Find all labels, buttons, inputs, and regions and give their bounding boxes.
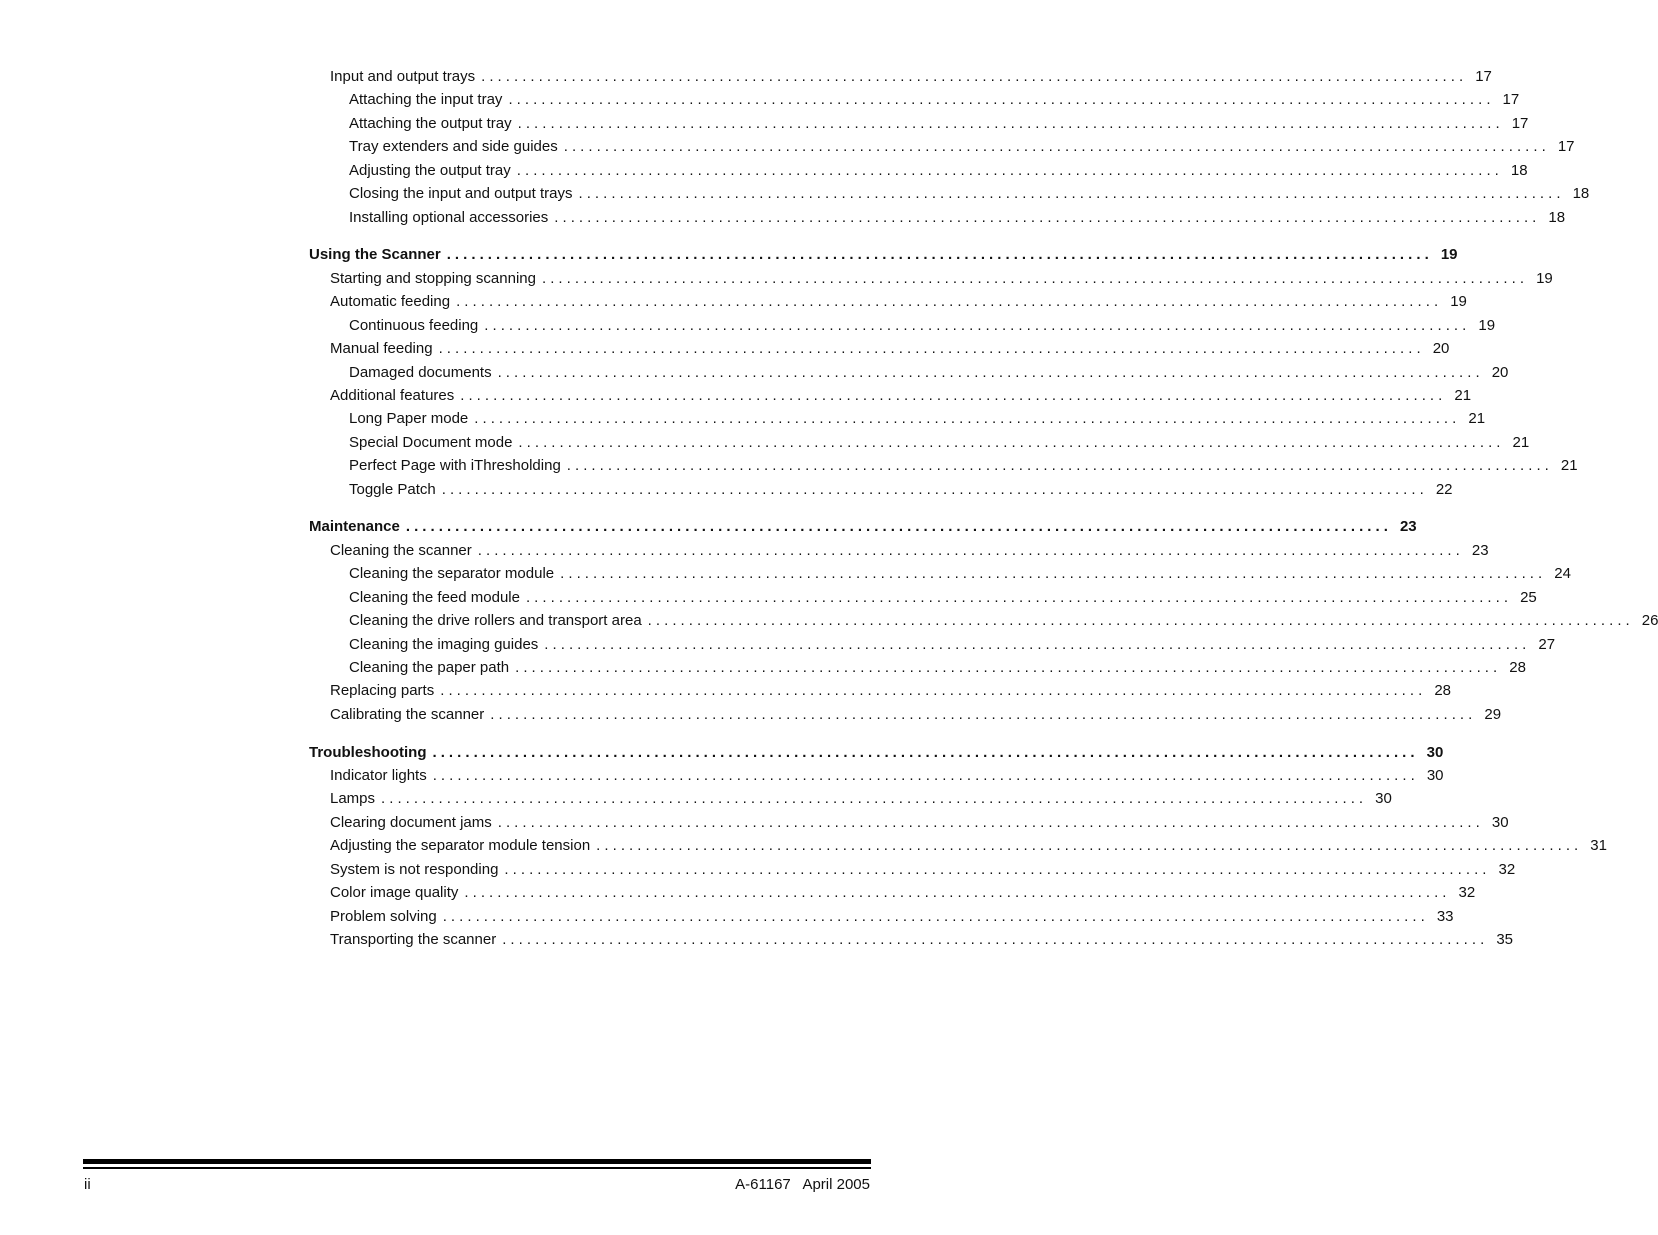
- toc-leader-dots: ........................................................................................................................: [508, 91, 1495, 109]
- toc-entry-page: 21: [1512, 433, 1530, 451]
- toc-entry-title: Cleaning the feed module: [349, 588, 520, 606]
- toc-entry[interactable]: [330, 292, 1467, 312]
- toc-entry-page: 35: [1496, 930, 1513, 948]
- toc-entry[interactable]: [330, 789, 1392, 809]
- toc-entry-page: 32: [1498, 860, 1516, 878]
- toc-entry-title: Replacing parts: [330, 682, 435, 700]
- toc-leader-dots: ........................................................................................................................: [516, 161, 1503, 179]
- toc-entry[interactable]: [349, 658, 1526, 678]
- toc-entry-page: 23: [1471, 541, 1489, 559]
- toc-entry-title: Lamps: [330, 790, 376, 808]
- toc-entry-page: 33: [1436, 907, 1454, 925]
- toc-entry-page: 30: [1491, 813, 1509, 831]
- toc-entry-page: 30: [1426, 766, 1444, 784]
- toc-entry-title: Cleaning the scanner: [330, 541, 472, 559]
- toc-entry-page: 26: [1641, 612, 1658, 630]
- footer-page-number: ii: [84, 1176, 91, 1193]
- toc-entry[interactable]: [349, 208, 1566, 228]
- toc-entry-page: 22: [1435, 480, 1453, 498]
- toc-entry-title: Cleaning the separator module: [349, 565, 555, 583]
- toc-entry[interactable]: [349, 184, 1590, 204]
- toc-entry-title: Using the Scanner: [309, 246, 441, 264]
- toc-entry-title: Adjusting the output tray: [349, 161, 511, 179]
- toc-entry-page: 17: [1557, 138, 1575, 156]
- toc-entry-page: 23: [1399, 518, 1417, 536]
- toc-leader-dots: ........................................................................................................................: [518, 433, 1505, 451]
- toc-entry-page: 19: [1478, 316, 1496, 334]
- toc-leader-dots: ........................................................................................................................: [432, 743, 1419, 761]
- toc-entry[interactable]: [330, 705, 1502, 725]
- toc-leader-dots: ........................................................................................................................: [563, 138, 1550, 156]
- toc-entry-title: Maintenance: [309, 518, 400, 536]
- toc-entry[interactable]: [330, 813, 1509, 833]
- toc-leader-dots: ........................................................................................................................: [596, 837, 1583, 855]
- toc-leader-dots: ........................................................................................................................: [484, 316, 1471, 334]
- toc-leader-dots: ........................................................................................................................: [566, 457, 1553, 475]
- toc-entry[interactable]: [330, 907, 1454, 927]
- toc-leader-dots: ........................................................................................................................: [442, 907, 1429, 925]
- toc-entry-title: Toggle Patch: [349, 480, 436, 498]
- toc-entry-title: Transporting the scanner: [330, 930, 497, 948]
- toc-leader-dots: ........................................................................................................................: [560, 565, 1547, 583]
- toc-entry[interactable]: [330, 836, 1607, 856]
- toc-entry[interactable]: [330, 269, 1553, 289]
- toc-entry-title: Cleaning the drive rollers and transport area: [349, 612, 642, 630]
- toc-leader-dots: ........................................................................................................................: [525, 588, 1513, 606]
- toc-entry-title: Special Document mode: [349, 433, 513, 451]
- toc-entry[interactable]: [330, 883, 1476, 903]
- toc-entry-title: Additional features: [330, 386, 455, 404]
- toc-entry[interactable]: [349, 114, 1529, 134]
- toc-entry[interactable]: [330, 930, 1513, 950]
- toc-leader-dots: ........................................................................................................................: [502, 930, 1489, 948]
- toc-entry-title: Tray extenders and side guides: [349, 138, 558, 156]
- toc-entry-page: 17: [1502, 91, 1520, 109]
- toc-leader-dots: ........................................................................................................................: [432, 766, 1419, 784]
- toc-entry[interactable]: [330, 766, 1444, 786]
- footer-rule: [83, 1159, 871, 1164]
- footer-doc-info: A-61167 April 2005: [735, 1176, 870, 1193]
- toc-leader-dots: ........................................................................................................................: [440, 682, 1427, 700]
- toc-entry[interactable]: [349, 635, 1556, 655]
- toc-leader-dots: ........................................................................................................................: [381, 790, 1368, 808]
- toc-leader-dots: ........................................................................................................................: [460, 386, 1447, 404]
- toc-leader-dots: ........................................................................................................................: [456, 293, 1443, 311]
- toc-entry[interactable]: [349, 564, 1571, 584]
- toc-entry-title: Closing the input and output trays: [349, 185, 573, 203]
- toc-leader-dots: ........................................................................................................................: [464, 884, 1451, 902]
- toc-entry-page: 29: [1484, 705, 1502, 723]
- toc-entry[interactable]: [349, 480, 1453, 500]
- toc-entry-page: 25: [1520, 588, 1537, 606]
- toc-entry-page: 32: [1458, 884, 1476, 902]
- footer-rule-thin: [83, 1167, 871, 1169]
- toc-leader-dots: ........................................................................................................................: [497, 363, 1484, 381]
- toc-entry-title: Color image quality: [330, 884, 459, 902]
- toc-entry[interactable]: [349, 137, 1575, 157]
- toc-entry-page: 19: [1440, 246, 1458, 264]
- toc-entry[interactable]: [349, 456, 1578, 476]
- toc-entry-title: Damaged documents: [349, 363, 492, 381]
- toc-leader-dots: ........................................................................................................................: [497, 813, 1484, 831]
- toc-entry-page: 18: [1510, 161, 1528, 179]
- toc-entry-title: Starting and stopping scanning: [330, 269, 536, 287]
- toc-entry-page: 18: [1572, 185, 1590, 203]
- toc-entry[interactable]: [330, 339, 1450, 359]
- toc-entry-title: Problem solving: [330, 907, 437, 925]
- toc-entry-page: 20: [1432, 340, 1450, 357]
- toc-entry[interactable]: [309, 517, 1417, 537]
- toc-entry-title: Perfect Page with iThresholding: [349, 457, 561, 475]
- toc-entry-title: Attaching the output tray: [349, 114, 512, 132]
- toc-entry-page: 27: [1538, 635, 1556, 653]
- toc-entry-title: Clearing document jams: [330, 813, 492, 831]
- toc-entry[interactable]: [309, 743, 1444, 763]
- toc-leader-dots: ........................................................................................................................: [541, 269, 1529, 287]
- toc-leader-dots: ........................................................................................................................: [474, 410, 1461, 428]
- toc-entry-page: 20: [1491, 363, 1509, 381]
- toc-entry-title: Attaching the input tray: [349, 91, 503, 109]
- toc-entry-title: Manual feeding: [330, 340, 433, 357]
- toc-entry[interactable]: [330, 386, 1472, 406]
- toc-leader-dots: ........................................................................................................................: [446, 246, 1433, 264]
- toc-leader-dots: ........................................................................................................................: [578, 185, 1565, 203]
- toc-leader-dots: ........................................................................................................................: [405, 518, 1392, 536]
- toc-leader-dots: ........................................................................................................................: [517, 114, 1504, 132]
- toc-entry-title: Continuous feeding: [349, 316, 479, 334]
- toc-entry-page: 18: [1548, 208, 1566, 226]
- toc-leader-dots: ........................................................................................................................: [481, 68, 1468, 85]
- toc-leader-dots: ........................................................................................................................: [490, 705, 1477, 723]
- toc-entry[interactable]: [309, 245, 1458, 265]
- toc-entry-page: 17: [1511, 114, 1529, 132]
- toc-entry[interactable]: [349, 90, 1520, 110]
- toc-entry-page: 31: [1590, 837, 1607, 855]
- toc-entry[interactable]: [330, 681, 1452, 701]
- toc-entry[interactable]: [330, 67, 1492, 87]
- toc-entry-title: Cleaning the paper path: [349, 658, 510, 676]
- toc-entry-title: Adjusting the separator module tension: [330, 837, 591, 855]
- toc-leader-dots: ........................................................................................................................: [504, 860, 1491, 878]
- toc-entry-page: 28: [1434, 682, 1452, 700]
- toc-entry-page: 21: [1468, 410, 1486, 428]
- toc-entry[interactable]: [349, 433, 1530, 453]
- toc-entry-page: 21: [1560, 457, 1578, 475]
- toc-entry-title: Cleaning the imaging guides: [349, 635, 539, 653]
- toc-entry[interactable]: [349, 409, 1486, 429]
- toc-entry[interactable]: [349, 363, 1509, 383]
- toc-entry[interactable]: [349, 316, 1496, 336]
- toc-entry-title: Long Paper mode: [349, 410, 469, 428]
- toc-entry-title: Installing optional accessories: [349, 208, 549, 226]
- toc-entry-title: Calibrating the scanner: [330, 705, 485, 723]
- toc-entry-page: 24: [1554, 565, 1571, 583]
- toc-entry-title: System is not responding: [330, 860, 499, 878]
- toc-entry[interactable]: [330, 860, 1516, 880]
- toc-leader-dots: ........................................................................................................................: [647, 612, 1634, 630]
- toc-entry-page: 30: [1426, 743, 1444, 761]
- toc-leader-dots: ........................................................................................................................: [441, 480, 1428, 498]
- toc-entry[interactable]: [349, 161, 1528, 181]
- toc-leader-dots: ........................................................................................................................: [438, 340, 1425, 357]
- toc-entry-page: 19: [1536, 269, 1553, 287]
- toc-entry[interactable]: [349, 588, 1537, 608]
- toc-leader-dots: ........................................................................................................................: [554, 208, 1541, 226]
- toc-leader-dots: ........................................................................................................................: [515, 658, 1502, 676]
- toc-entry-page: 19: [1450, 293, 1467, 311]
- toc-entry-page: 17: [1475, 68, 1492, 85]
- toc-entry-page: 28: [1509, 658, 1526, 676]
- toc-entry-title: Indicator lights: [330, 766, 427, 784]
- toc-leader-dots: ........................................................................................................................: [477, 541, 1464, 559]
- toc-entry-title: Input and output trays: [330, 68, 476, 85]
- toc-entry-page: 21: [1454, 386, 1472, 404]
- toc-entry-page: 30: [1375, 790, 1392, 808]
- toc-entry[interactable]: [349, 611, 1658, 631]
- toc-leader-dots: ........................................................................................................................: [544, 635, 1531, 653]
- toc-entry-title: Automatic feeding: [330, 293, 451, 311]
- toc-entry[interactable]: [330, 541, 1489, 561]
- toc-entry-title: Troubleshooting: [309, 743, 427, 761]
